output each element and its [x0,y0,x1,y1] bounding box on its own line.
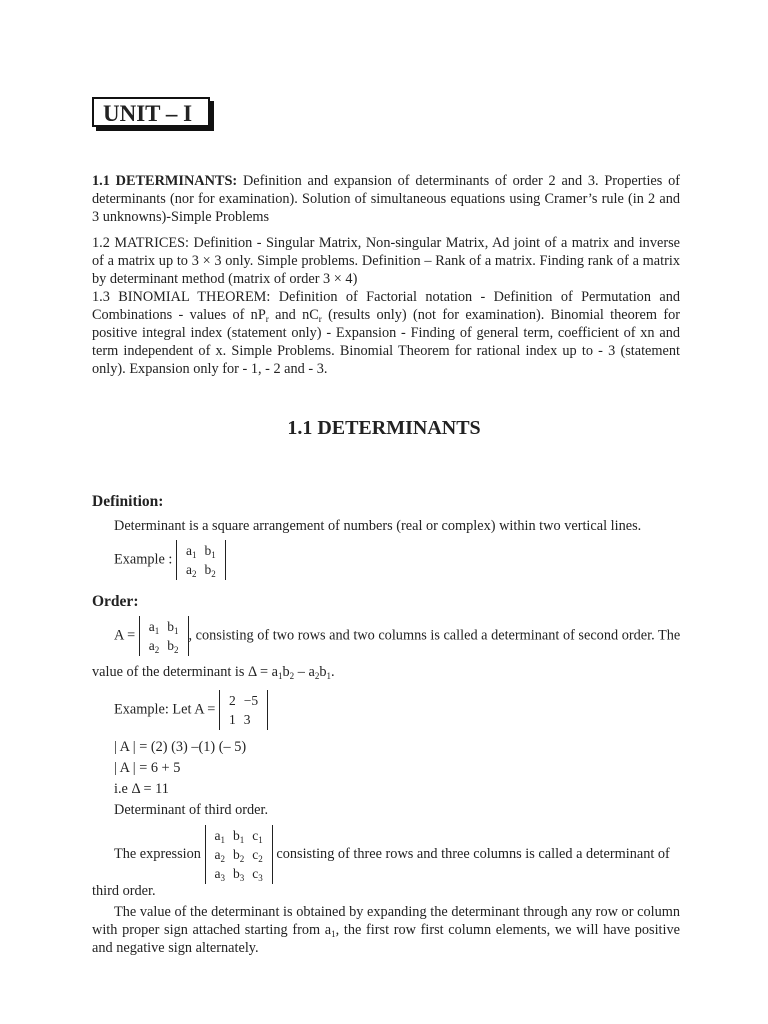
closing-part-b: , the first row first column elements, we will have positive and negative sign alternately. [92,922,680,956]
syllabus-3-part-b: and nC [268,307,319,323]
third-order-expression [114,825,670,884]
matrix-cell: 2 [228,693,236,708]
order-a-label: A = [114,627,136,644]
syllabus-1-lead: 1.1 DETERMINANTS: [92,173,238,189]
example-2x2-determinant: $a_1$ $b_1$ $a_2$ $b_2$ [176,540,226,580]
calc-line-2: | A | = 6 + 5 [114,760,181,776]
order-text-after: , consisting of two rows and two columns is called a determinant of second order. The [188,627,681,644]
syllabus-paragraph-1 [92,172,680,226]
syllabus-3-part-a: 1.3 BINOMIAL THEOREM: Definition of Factorial notation - Definition of Permutation and Combinations - values of nP [92,289,680,323]
numeric-example [114,690,268,730]
syllabus-3-part-c: (results only) (not for examination). Binomial theorem for positive integral index (statement only) - Expansion - Finding of general term, coefficient of xn and term independent of x. Simple Problems. Binomial Theorem for rational index up to - 3 (statement only). Expansion only for - 1, - 2 and - 3. [92,307,680,377]
syllabus-3-sub-r1: r [265,314,269,324]
definition-heading: Definition: [92,493,164,510]
determinant-value-line: value of the determinant is $\Delta = a_1b_2 - a_2b_1$. [92,664,335,681]
value-part-b: b [282,664,290,680]
matrix-cell: −5 [243,693,259,708]
syllabus-paragraph-2: 1.2 MATRICES: Definition - Singular Matrix, Non-singular Matrix, Ad joint of a matrix and inverse of a matrix up to 3 × 3 only. Simple problems. Definition – Rank of a matrix. Finding rank of a matrix by determinant method (matrix of order 3 × 4) [92,235,680,287]
syllabus-3-sub-r2: r [318,314,322,324]
syllabus-paragraph-3 [92,288,680,378]
expression-text: consisting of three rows and three columns is called a determinant of [276,845,670,862]
third-order-end: third order. [92,883,156,899]
matrix-cell: 1 [228,712,236,727]
order-heading: Order: [92,593,139,610]
syllabus-1-text: Definition and expansion of determinants of order 2 and 3. Properties of determinants (nor for examination). Solution of simultaneous equations using Cramer’s rule (in 2 and 3 unknowns)-Simple Problems [92,173,680,225]
unit-title: UNIT – I [92,97,210,127]
section-heading: 1.1 DETERMINANTS [287,417,481,439]
numeric-2x2-determinant [219,690,268,730]
definition-example [114,540,226,580]
order-2x2-determinant: $a_1$ $b_1$ $a_2$ $b_2$ [139,616,189,656]
numeric-example-label: Example: Let A = [114,701,216,718]
value-part-e: . [330,664,335,680]
calc-line-3: i.e Δ = 11 [114,781,169,797]
definition-example-label: Example : [114,551,173,568]
example-3x3-determinant: $a_1$ $b_1$ $c_1$ $a_2$ $b_2$ $c_2$ $a_3$ $b_3$ $c_3$ [205,825,273,884]
closing-paragraph: The value of the determinant is obtained by expanding the determinant through any row or column with proper sign attached starting from $a_1$, the first row first column elements, we will have positive and negative sign alternately. [92,904,680,956]
value-part-a: value of the determinant is Δ = a [92,664,278,680]
value-part-d: b [319,664,327,680]
matrix-cell: 3 [243,712,251,727]
expression-label: The expression [114,845,201,862]
order-definition-line [114,616,680,656]
definition-text: Determinant is a square arrangement of numbers (real or complex) within two vertical lines. [114,518,642,534]
closing-part-a: The value of the determinant is obtained by expanding the determinant through any row or column with proper sign attached starting from a [92,904,680,938]
calc-line-1: | A | = (2) (3) –(1) (– 5) [114,739,247,755]
value-part-c: – a [294,664,315,680]
third-order-heading: Determinant of third order. [114,802,269,818]
